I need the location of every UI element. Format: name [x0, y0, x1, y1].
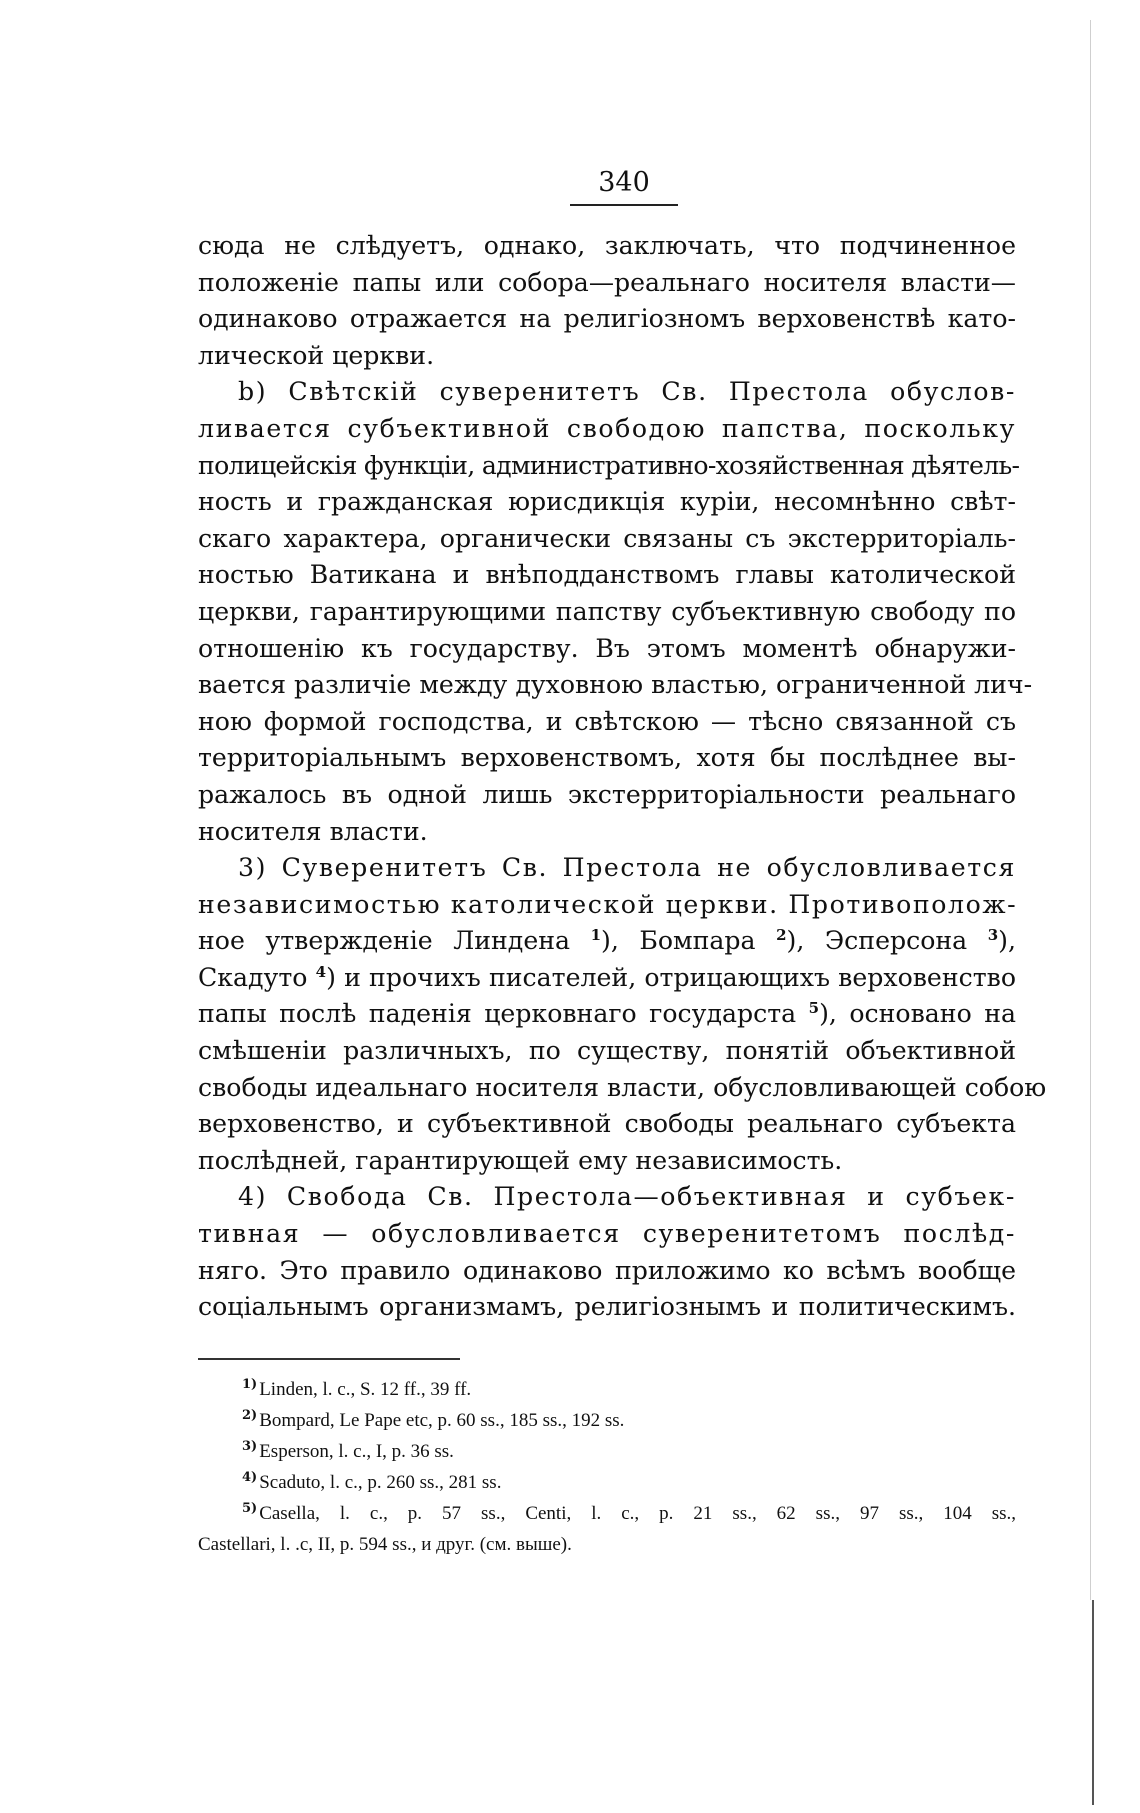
- footnote-3: [198, 1436, 1016, 1467]
- text-line: независимостью католической церкви. Противополож-: [198, 889, 1018, 919]
- body-text: [198, 228, 1047, 1326]
- footnote-mark: 5): [242, 1501, 258, 1516]
- text-line: смѣшеніи различныхъ, по существу, понятій объективной: [198, 1036, 1016, 1066]
- footnote-reference: 2: [776, 926, 787, 945]
- page-number-rule: [570, 204, 678, 206]
- text-line: носителя власти.: [198, 816, 428, 846]
- footnote-text: Esperson, l. c., I, p. 36 ss.: [259, 1441, 454, 1462]
- footnote-reference: 5: [808, 999, 820, 1018]
- text-line: ное утвержденіе Линдена $^1$), Бомпара $^2$), Эсперсона $^3$),: [198, 926, 1016, 956]
- text-line: ною формой господства, и свѣтскою — тѣсно связанной съ: [198, 706, 1016, 736]
- footnote-reference: 3: [987, 926, 999, 945]
- text-line: свободы идеальнаго носителя власти, обусловливающей собою: [198, 1072, 1047, 1102]
- footnote-mark: 2): [242, 1408, 258, 1423]
- text-line: территоріальнымъ верховенствомъ, хотя бы послѣднее вы-: [198, 743, 1016, 773]
- footnote-5-continuation: [198, 1529, 1016, 1560]
- footnote-reference: 1: [590, 926, 601, 945]
- text-line: одинаково отражается на религіозномъ верховенствѣ като-: [198, 304, 1016, 334]
- text-line: b) Свѣтскій суверенитетъ Св. Престола обуслов-: [238, 377, 1016, 407]
- footnote-mark: 1): [242, 1377, 258, 1392]
- footnote-mark: 4): [242, 1470, 258, 1485]
- footnotes: [198, 1374, 1016, 1560]
- text-line: ражалось въ одной лишь экстерриторіальности реальнаго: [198, 779, 1016, 809]
- text-line: сюда не слѣдуетъ, однако, заключать, что подчиненное: [198, 231, 1016, 260]
- footnote-2: [198, 1405, 1016, 1436]
- footnote-4: [198, 1467, 1016, 1498]
- text-line: полицейскія функціи, административно-хозяйственная дѣятель-: [198, 450, 1020, 480]
- page-edge-line-lower: [1092, 1600, 1094, 1805]
- text-line: вается различіе между духовною властью, ограниченной лич-: [198, 670, 1033, 700]
- footnote-text: Linden, l. c., S. 12 ff., 39 ff.: [259, 1379, 472, 1400]
- text-line: верховенство, и субъективной свободы реальнаго субъекта: [198, 1109, 1016, 1139]
- text-line: отношенію къ государству. Въ этомъ моментѣ обнаружи-: [198, 633, 1016, 663]
- text-line: положеніе папы или собора—реальнаго носителя власти—: [198, 267, 1016, 297]
- text-line: ность и гражданская юрисдикція куріи, несомнѣнно свѣт-: [198, 487, 1016, 517]
- text-line: церкви, гарантирующими папству субъективную свободу по: [198, 596, 1016, 626]
- text-line: лической церкви.: [198, 340, 435, 370]
- text-line: папы послѣ паденія церковнаго государста $^5$), основано на: [198, 999, 1016, 1029]
- text-line: ностью Ватикана и внѣподданствомъ главы католической: [198, 560, 1016, 590]
- page-number: 340: [598, 167, 650, 198]
- footnote-separator: [198, 1358, 460, 1360]
- page-edge-line: [1090, 20, 1091, 1600]
- text-line: Скадуто $^4$) и прочихъ писателей, отрицающихъ верховенство: [198, 962, 1016, 992]
- text-line: няго. Это правило одинаково приложимо ко всѣмъ вообще: [198, 1255, 1016, 1285]
- footnote-text: Castellari, l. .c, II, p. 594 ss., и друг. (см. выше).: [198, 1534, 572, 1555]
- text-line: соціальнымъ организмамъ, религіознымъ и политическимъ.: [198, 1292, 1016, 1322]
- footnote-mark: 3): [242, 1439, 258, 1454]
- footnote-1: [198, 1374, 1016, 1405]
- text-line: послѣдней, гарантирующей ему независимость.: [198, 1145, 843, 1175]
- footnote-text: Casella, l. c., p. 57 ss., Centi, l. c., p. 21 ss., 62 ss., 97 ss., 104 ss.,: [259, 1503, 1016, 1524]
- footnote-text: Scaduto, l. c., p. 260 ss., 281 ss.: [259, 1472, 502, 1493]
- text-line: 4) Свобода Св. Престола—объективная и субъек-: [238, 1182, 1016, 1212]
- text-line: 3) Суверенитетъ Св. Престола не обусловливается: [238, 853, 1016, 883]
- footnote-5: [198, 1498, 1016, 1529]
- text-line: ливается субъективной свободою папства, поскольку: [198, 413, 1016, 443]
- text-line: скаго характера, органически связаны съ экстерриторіаль-: [198, 523, 1016, 553]
- text-line: тивная — обусловливается суверенитетомъ послѣд-: [198, 1219, 1016, 1249]
- footnote-text: Bompard, Le Pape etc, p. 60 ss., 185 ss., 192 ss.: [259, 1410, 625, 1431]
- footnote-reference: 4: [315, 962, 327, 981]
